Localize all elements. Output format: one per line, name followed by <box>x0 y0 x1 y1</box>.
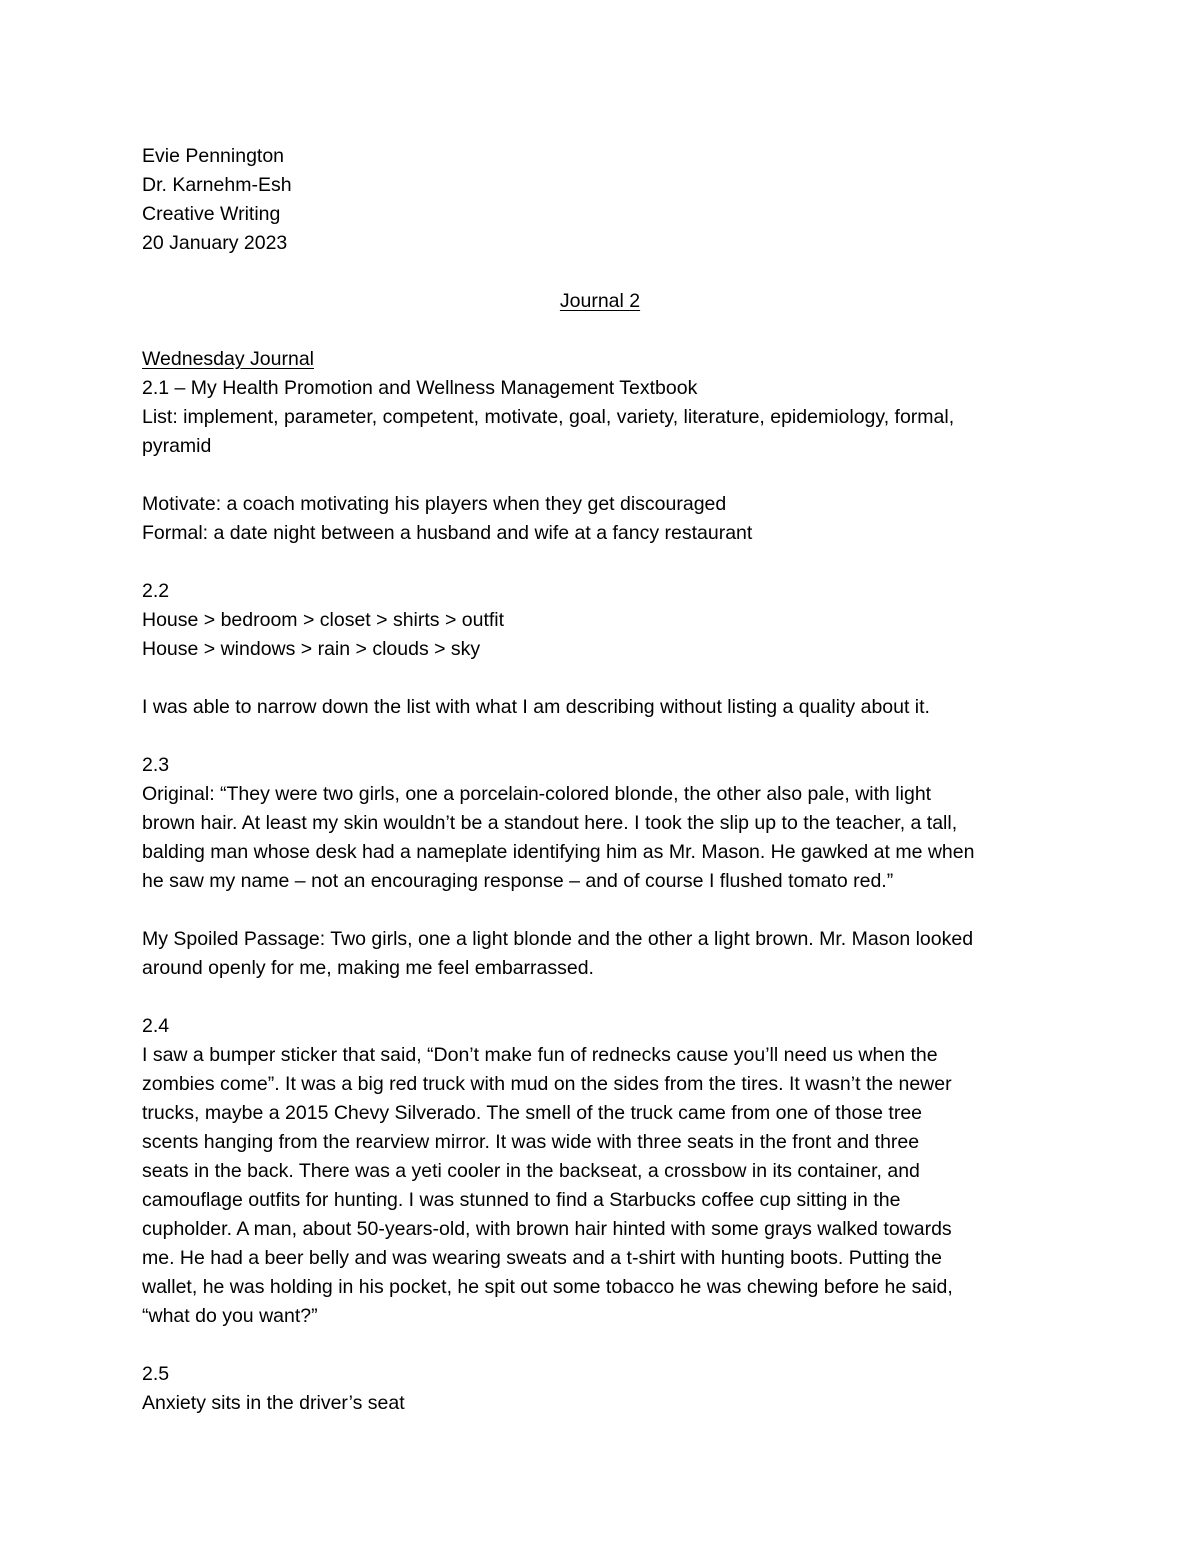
spacer <box>142 461 1067 490</box>
entry-2-4-number: 2.4 <box>142 1015 170 1037</box>
entry-2-1-motivate: Motivate: a coach motivating his players when they get discouraged <box>142 493 727 515</box>
entry-2-2-chain-1: House > bedroom > closet > shirts > outfit <box>142 609 505 631</box>
section-heading <box>142 345 1067 374</box>
entry-2-5-number: 2.5 <box>142 1363 170 1385</box>
entry-2-2-number: 2.2 <box>142 580 170 602</box>
entry-2-1-list-line-1: List: implement, parameter, competent, motivate, goal, variety, literature, epidemiology, formal, <box>142 406 955 428</box>
spoiled-line: around openly for me, making me feel embarrassed. <box>142 957 594 979</box>
paragraph-line: scents hanging from the rearview mirror. It was wide with three seats in the front and three <box>142 1131 920 1153</box>
paragraph-line: I saw a bumper sticker that said, “Don’t make fun of rednecks cause you’ll need us when the <box>142 1044 938 1066</box>
spacer <box>142 1331 1067 1360</box>
entry-2-1 <box>142 374 1067 548</box>
paragraph-line: me. He had a beer belly and was wearing sweats and a t-shirt with hunting boots. Putting the <box>142 1247 942 1269</box>
entry-2-2-reflection: I was able to narrow down the list with what I am describing without listing a quality about it. <box>142 696 930 718</box>
entry-2-2 <box>142 577 1067 722</box>
instructor-name: Dr. Karnehm-Esh <box>142 174 292 196</box>
paragraph-line: trucks, maybe a 2015 Chevy Silverado. The smell of the truck came from one of those tree <box>142 1102 923 1124</box>
original-line: balding man whose desk had a nameplate identifying him as Mr. Mason. He gawked at me when <box>142 841 975 863</box>
spacer <box>142 983 1067 1012</box>
paragraph-line: zombies come”. It was a big red truck with mud on the sides from the tires. It wasn’t the newer <box>142 1073 952 1095</box>
paragraph-line: “what do you want?” <box>142 1305 318 1327</box>
original-line: Original: “They were two girls, one a porcelain-colored blonde, the other also pale, with light <box>142 783 932 805</box>
document-body <box>142 142 1067 1418</box>
entry-2-3-original-passage <box>142 780 1067 896</box>
spacer <box>142 548 1067 577</box>
document-title <box>142 287 1058 316</box>
document-title-text: Journal 2 <box>559 290 641 312</box>
course-name: Creative Writing <box>142 203 281 225</box>
entry-2-4 <box>142 1012 1067 1331</box>
section-heading-text: Wednesday Journal <box>142 348 314 370</box>
entry-2-1-heading: 2.1 – My Health Promotion and Wellness Management Textbook <box>142 377 698 399</box>
entry-2-2-chain-2: House > windows > rain > clouds > sky <box>142 638 481 660</box>
document-date: 20 January 2023 <box>142 232 288 254</box>
spacer <box>142 896 1067 925</box>
header-block <box>142 142 1067 258</box>
paragraph-line: seats in the back. There was a yeti cooler in the backseat, a crossbow in its container, and <box>142 1160 920 1182</box>
entry-2-5 <box>142 1360 1067 1418</box>
entry-2-5-line: Anxiety sits in the driver’s seat <box>142 1392 405 1414</box>
original-line: brown hair. At least my skin wouldn’t be a standout here. I took the slip up to the teacher, a tall, <box>142 812 958 834</box>
paragraph-line: cupholder. A man, about 50-years-old, with brown hair hinted with some grays walked towards <box>142 1218 952 1240</box>
author-name: Evie Pennington <box>142 145 285 167</box>
paragraph-line: wallet, he was holding in his pocket, he spit out some tobacco he was chewing before he said, <box>142 1276 953 1298</box>
entry-2-1-list-line-2: pyramid <box>142 435 212 457</box>
spoiled-line: My Spoiled Passage: Two girls, one a light blonde and the other a light brown. Mr. Mason looked <box>142 928 974 950</box>
spacer <box>142 722 1067 751</box>
spacer <box>142 664 1067 693</box>
entry-2-1-formal: Formal: a date night between a husband and wife at a fancy restaurant <box>142 522 753 544</box>
original-line: he saw my name – not an encouraging response – and of course I flushed tomato red.” <box>142 870 894 892</box>
entry-2-3-number: 2.3 <box>142 754 170 776</box>
entry-2-4-paragraph <box>142 1041 1067 1331</box>
spacer <box>142 316 1067 345</box>
spacer <box>142 258 1067 287</box>
entry-2-3 <box>142 751 1067 983</box>
entry-2-3-spoiled-passage <box>142 925 1067 983</box>
paragraph-line: camouflage outfits for hunting. I was stunned to find a Starbucks coffee cup sitting in the <box>142 1189 901 1211</box>
